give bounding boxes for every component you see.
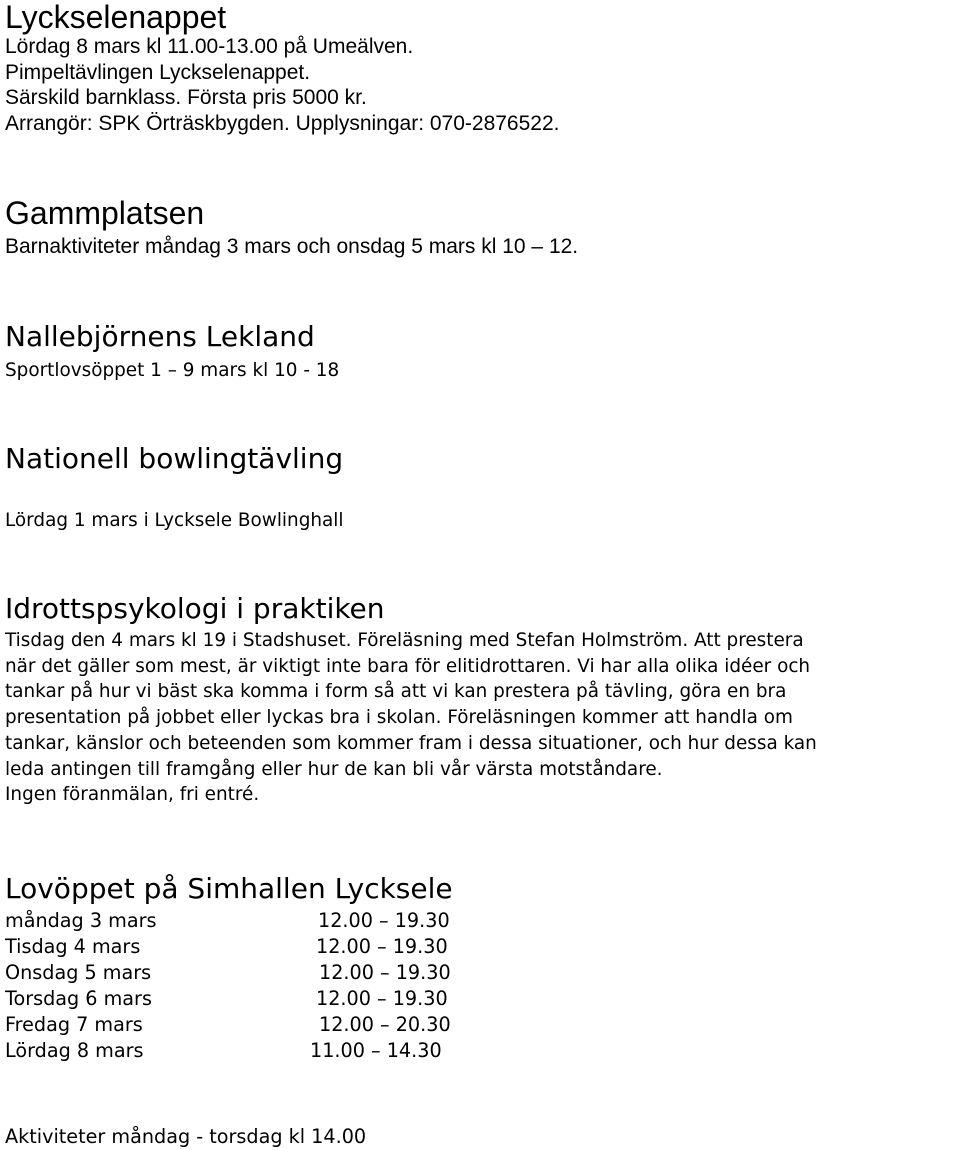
idrottspsykologi-line-6: leda antingen till framgång eller hur de kan bli vår värsta motståndare.: [5, 758, 663, 780]
idrottspsykologi-line-7: Ingen föranmälan, fri entré.: [5, 784, 260, 806]
opening-time: 12.00 – 19.30: [318, 909, 450, 932]
idrottspsykologi-line-1: Tisdag den 4 mars kl 19 i Stadshuset. Föreläsning med Stefan Holmström. Att prestera: [5, 630, 804, 651]
heading-nallebjornen: Nallebjörnens Lekland: [5, 320, 315, 353]
section-gammplatsen: [5, 196, 955, 260]
opening-day: Fredag 7 mars: [5, 1013, 143, 1036]
lyckselenappet-line-3: Särskild barnklass. Första pris 5000 kr.: [5, 86, 367, 109]
opening-day: Torsdag 6 mars: [5, 987, 152, 1010]
opening-time: 11.00 – 14.30: [310, 1039, 442, 1062]
lyckselenappet-line-4: Arrangör: SPK Örträskbygden. Upplysningar: 070-2876522.: [5, 111, 560, 135]
opening-day: måndag 3 mars: [5, 909, 157, 932]
opening-time: 12.00 – 19.30: [316, 935, 448, 958]
section-lyckselenappet: [5, 0, 955, 136]
gammplatsen-line: Barnaktiviteter måndag 3 mars och onsdag 5 mars kl 10 – 12.: [5, 235, 579, 258]
section-simhallen: [5, 872, 955, 1062]
idrottspsykologi-line-5: tankar, känslor och beteenden som kommer fram i dessa situationer, och hur dessa kan: [5, 732, 817, 754]
idrottspsykologi-line-3: tankar på hur vi bäst ska komma i form så att vi kan prestera på tävling, göra en bra: [5, 681, 787, 703]
heading-simhallen: Lovöppet på Simhallen Lycksele: [5, 872, 453, 905]
heading-bowling: Nationell bowlingtävling: [5, 442, 344, 475]
opening-day: Tisdag 4 mars: [5, 935, 141, 958]
opening-time: 12.00 – 20.30: [319, 1013, 451, 1036]
opening-day: Lördag 8 mars: [5, 1039, 144, 1062]
bowling-line: Lördag 1 mars i Lycksele Bowlinghall: [5, 510, 344, 531]
section-idrottspsykologi: [5, 592, 955, 808]
opening-day: Onsdag 5 mars: [5, 961, 152, 984]
heading-idrottspsykologi: Idrottspsykologi i praktiken: [5, 592, 385, 625]
section-nallebjornen: [5, 320, 955, 384]
idrottspsykologi-paragraph: [5, 628, 955, 808]
section-bowling: [5, 442, 955, 534]
lyckselenappet-line-2: Pimpeltävlingen Lyckselenappet.: [5, 60, 311, 84]
idrottspsykologi-line-2: när det gäller som mest, är viktigt inte bara för elitidrottaren. Vi har alla olika idéer och: [5, 655, 811, 677]
heading-lyckselenappet: Lyckselenappet: [5, 0, 227, 35]
opening-time: 12.00 – 19.30: [316, 987, 448, 1010]
simhallen-activities-note: Aktiviteter måndag - torsdag kl 14.00: [5, 1125, 367, 1148]
idrottspsykologi-line-4: presentation på jobbet eller lyckas bra i skolan. Föreläsningen kommer att handla om: [5, 707, 793, 729]
lyckselenappet-line-1: Lördag 8 mars kl 11.00-13.00 på Umeälven.: [5, 35, 414, 58]
heading-gammplatsen: Gammplatsen: [5, 195, 205, 231]
nallebjornen-line: Sportlovsöppet 1 – 9 mars kl 10 - 18: [5, 360, 340, 381]
opening-time: 12.00 – 19.30: [319, 961, 451, 984]
